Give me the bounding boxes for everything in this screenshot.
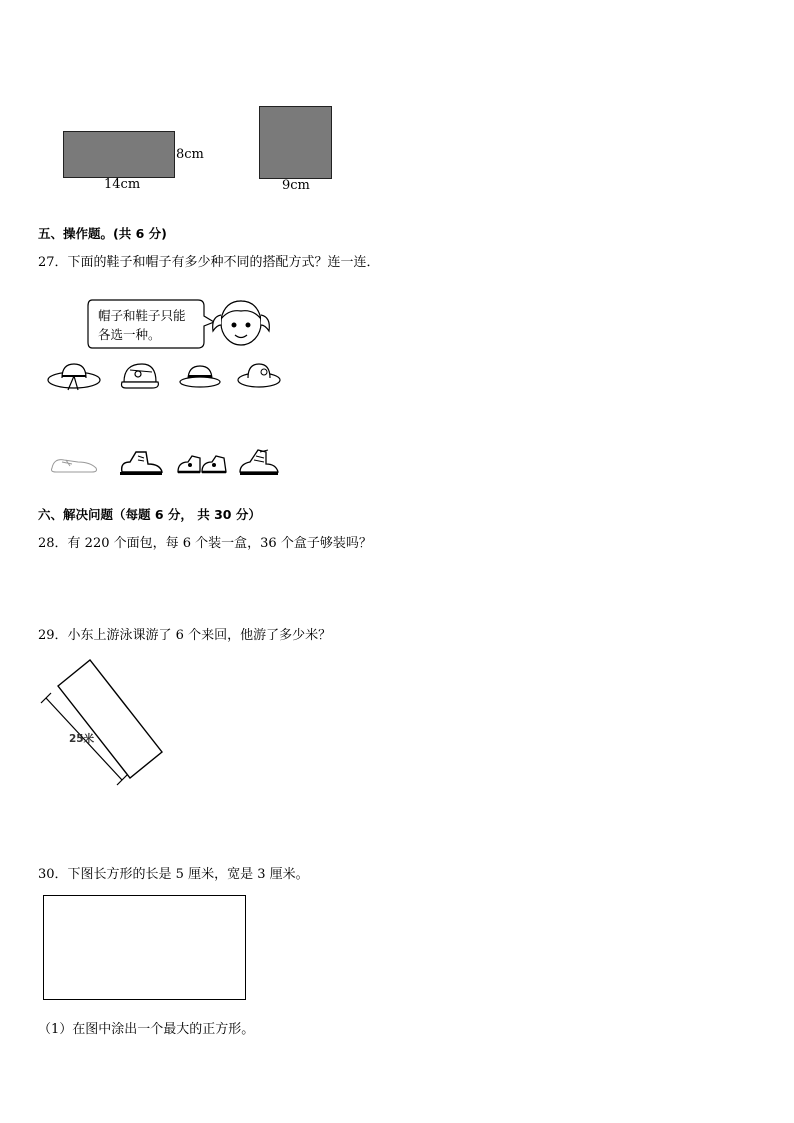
cap-icon [118, 358, 162, 394]
question-27: 27．下面的鞋子和帽子有多少种不同的搭配方式？连一连． [38, 255, 380, 270]
shoe-pair-icon [176, 448, 228, 478]
sun-hat-icon [46, 358, 102, 394]
section-6-heading: 六、解决问题（每题 6 分， 共 30 分） [38, 507, 261, 522]
flower-hat-icon [236, 358, 282, 392]
gray-rectangle [63, 131, 175, 178]
speech-line-2: 各选一种。 [98, 327, 161, 342]
pool-diagram [38, 654, 168, 786]
section-5-heading: 五、操作题。(共 6 分) [38, 226, 167, 241]
question-28: 28．有 220 个面包，每 6 个装一盒，36 个盒子够装吗？ [38, 536, 372, 551]
pool-length-label: 25米 [69, 733, 95, 745]
fedora-icon [178, 360, 222, 392]
high-top-icon [236, 446, 282, 478]
rectangle-length-label: 14cm [104, 177, 141, 192]
square-side-label: 9cm [282, 178, 310, 193]
speech-line-1: 帽子和鞋子只能 [98, 308, 186, 323]
blank-rectangle[interactable] [43, 895, 246, 1000]
sneaker-icon [48, 452, 102, 476]
rectangle-width-label: 8cm [176, 147, 204, 162]
question-30: 30．下图长方形的长是 5 厘米，宽是 3 厘米。 [38, 867, 309, 882]
girl-face-icon [207, 295, 275, 355]
question-30-part-1: （1）在图中涂出一个最大的正方形。 [38, 1022, 255, 1037]
boot-icon [116, 446, 166, 478]
gray-square [259, 106, 332, 179]
question-29: 29．小东上游泳课游了 6 个来回，他游了多少米？ [38, 628, 332, 643]
